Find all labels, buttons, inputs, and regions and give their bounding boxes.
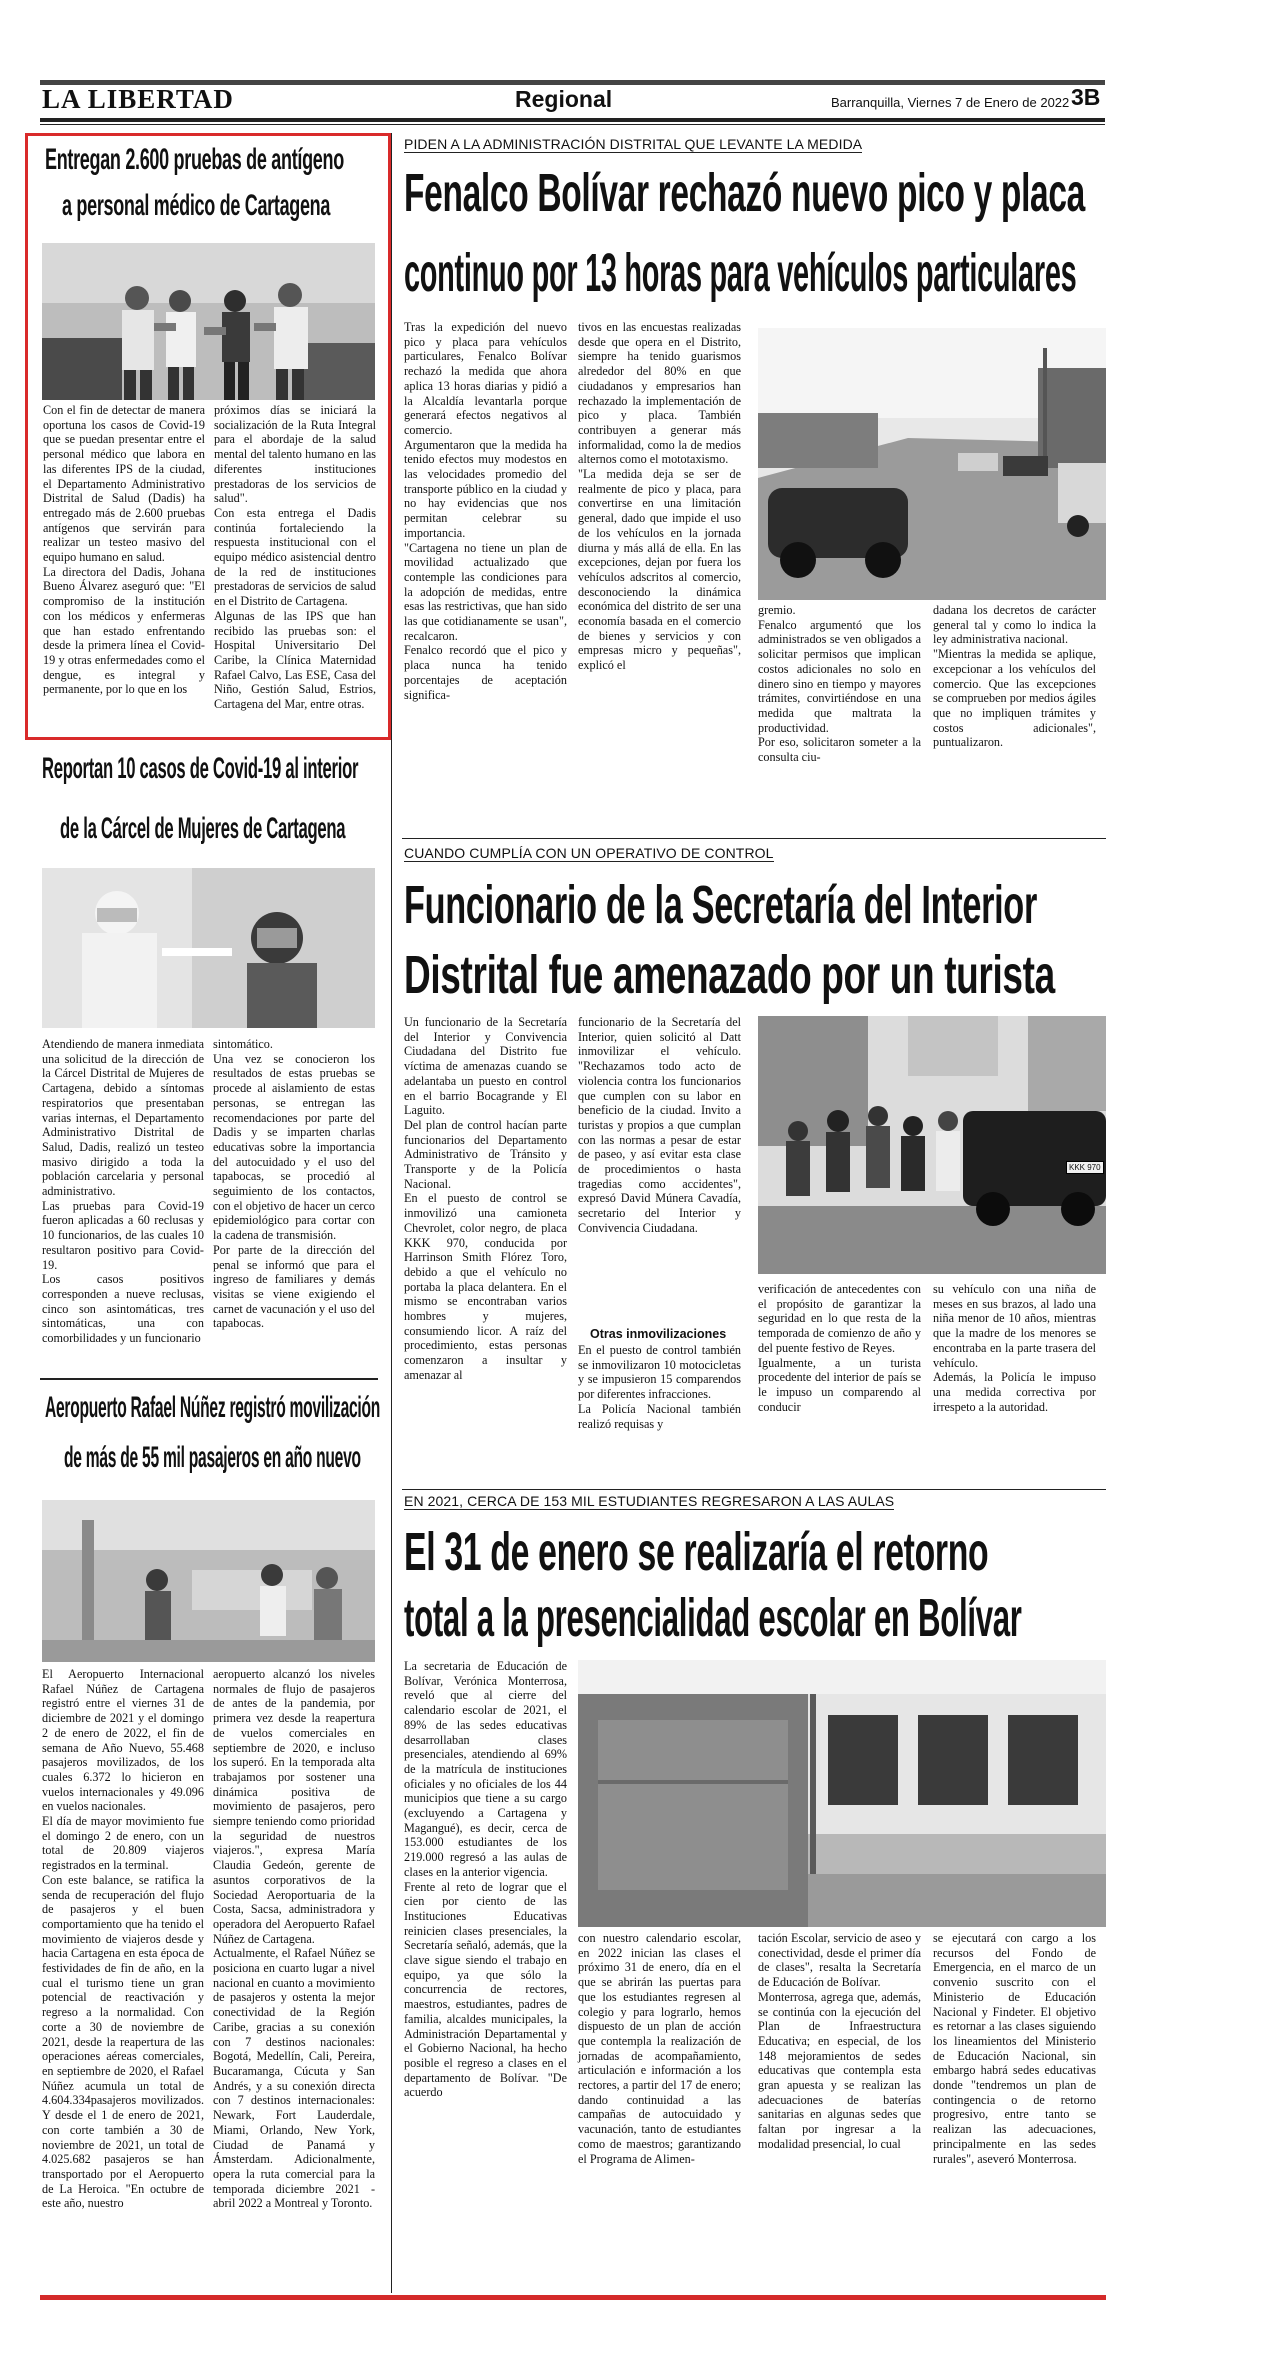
story-3-text-col-4: se ejecutará con cargo a los recursos del Fondo de Emergencia, en el marco de un convenio suscrito con el Ministerio de Educación Nacional y Findeter. El objetivo es retornar a las clases siguiendo los lineamientos del Ministerio de Educación Nacional, sin embargo habrá sedes educativas donde "tendremos un plan de contingencia o de retorno progresivo, entre tanto se realizan las adecuaciones, principalmente en las sedes rurales", aseveró Monterrosa. xyxy=(933,1931,1100,2166)
story-1-photo xyxy=(758,328,1106,600)
story-2-photo xyxy=(758,1016,1106,1274)
brief-3-text-col-1: El Aeropuerto Internacional Rafael Núñez de Cartagena registró entre el viernes 31 de diciembre de 2021 y el domingo 2 de enero de 2022, el fin de semana de Año Nuevo, 55.468 pasajeros movilizados, de los cuales 6.372 lo hicieron en vuelos internacionales y 49.096 en vuelos nacionales. El día de mayor movimiento fue el domingo 2 de enero, con un total de 20.809 viajeros registrados en la terminal. Con este balance, se ratifica la senda de recuperación del flujo de pasajeros y el buen comportamiento que ha tenido el movimiento de viajeros desde y hacia Cartagena en esta época de festividades de fin de año, en la cual el turismo tiene un gran potencial de reactivación y regreso a la normalidad. Con corte a 30 de noviembre de 2021, desde la reapertura de las operaciones aéreas comerciales, en septiembre de 2020, el Rafael Núñez acumula un total de 4.604.334pasajeros movilizados. Y desde el 1 de enero de 2021, con corte también a 30 de noviembre de 2021, un total de 4.025.682 pasajeros se han transportado por el Aeropuerto de La Heroica. "En octubre de este año, nuestro xyxy=(42,1667,204,2211)
brief-3-headline-line-1: Aeropuerto Rafael Núñez registró movilización xyxy=(45,1391,381,1424)
dateline: Barranquilla, Viernes 7 de Enero de 2022 xyxy=(831,95,1070,110)
story-2-headline-line-1: Funcionario de la Secretaría del Interior xyxy=(404,875,1037,935)
story-3-photo xyxy=(578,1660,1106,1927)
story-1-text-col-3: gremio. Fenalco argumentó que los administrados se ven obligados a solicitar permisos que implican costos adicionales no solo en dinero sino en tiempo y mayores trámites, convirtiéndose en una medida que maltrata la productividad. Por eso, solicitaron someter a la consulta ciu- xyxy=(758,603,921,765)
story-3-text-col-1: La secretaria de Educación de Bolívar, Verónica Monterrosa, reveló que al cierre del calendario escolar de 2021, el 89% de las sedes educativas desarrollaban clases presenciales, atendiendo al 69% de la matrícula de instituciones oficiales y no oficiales de los 44 municipios que tiene a su cargo (excluyendo a Cartagena y Magangué), es decir, cerca de 153.000 estudiantes de los 219.000 regresó a las aulas de clases en la anterior vigencia. Frente al reto de lograr que el cien por ciento de las Instituciones Educativas reinicien clases presenciales, la Secretaría señaló, además, que la clave sigue siendo el trabajo en equipo, ya que sólo la concurrencia de rectores, maestros, estudiantes, padres de familia, alcaldes municipales, la Administración Departamental y el Gobierno Nacional, ha hecho posible el regreso a clases en el departamento de Bolívar. "De acuerdo xyxy=(404,1659,567,2100)
brief-2-text-col-2: sintomático. Una vez se conocieron los resultados de estas pruebas se procede al aislamiento de estas personas, se entregan las recomendaciones por parte del Dadis y se imparten charlas educativas sobre la importancia del autocuidado y el uso del tapabocas, se procedió al seguimiento de los contactos, con el objetivo de hacer un cerco epidemiológico para cortar con la cadena de transmisión. Por parte de la dirección del penal se informó que para el ingreso de familiares y demás visitas se viene exigiendo el carnet de vacunación y el uso del tapabocas. xyxy=(213,1037,375,1331)
page-number: 3B xyxy=(1071,84,1101,110)
story-3-text-col-3: tación Escolar, servicio de aseo y conectividad, desde el primer día de clases", resalta la Secretaría de Educación de Bolívar. Monterrosa, agrega que, además, se continúa con la ejecución del Plan de Infraestructura Educativa; en especial, de los 148 mejoramientos de sedes educativas que contempla esta gran apuesta y se realizan las adecuaciones de baterías sanitarias en algunas sedes que faltan por ingresar a la modalidad presencial, lo cual xyxy=(758,1931,921,2151)
license-plate: KKK 970 xyxy=(1066,1161,1104,1174)
story-1-headline-line-1: Fenalco Bolívar rechazó nuevo pico y placa xyxy=(404,163,1085,223)
brief-1-photo xyxy=(42,243,375,400)
story-1-text-col-2: tivos en las encuestas realizadas desde que opera en el Distrito, siempre ha tenido guarismos alrededor del 80% en que ciudadanos y empresarios han rechazado la implementación de pico y placa. También contribuyen a generar más informalidad, como la de medios alternos como el mototaxismo. "La medida deja se ser de realmente de pico y placa, para convertirse en una limitación general, dado que impide el uso de los vehículos en la jornada diurna y más allá de ella. En las excepciones, dejan por fuera los vehículos adscritos al comercio, desconociendo la dinámica económica del distrito de ser una economía basada en el comercio de bienes y servicios y con empresas micro y pequeñas", explicó el xyxy=(578,320,741,673)
brief-3-text-col-2: aeropuerto alcanzó los niveles normales de flujo de pasajeros de antes de la pandemia, por primera vez desde la reapertura de vuelos comerciales en septiembre de 2020, e incluso los superó. En la temporada alta trabajamos por sostener una dinámica positiva de movimiento de pasajeros, pero siempre teniendo como prioridad la seguridad de nuestros viajeros.", expresa María Claudia Gedeón, gerente de asuntos corporativos de la Sociedad Aeroportuaria de la Costa, Sacsa, administradora y operadora del Aeropuerto Rafael Núñez de Cartagena. Actualmente, el Rafael Núñez se posiciona en cuarto lugar a nivel nacional en cuanto a movimiento de pasajeros y ostenta la mejor conectividad de la Región Caribe, gracias a su conexión con 7 destinos nacionales: Bogotá, Medellín, Cali, Pereira, Bucaramanga, Cúcuta y San Andrés, y a su conexión directa con 7 destinos internacionales: Newark, Fort Lauderdale, Miami, Orlando, New York, Ciudad de Panamá y Ámsterdam. Adicionalmente, opera la ruta comercial para la temporada diciembre 2021 - abril 2022 a Montreal y Toronto. xyxy=(213,1667,375,2211)
brief-1-text-col-2: próximos días se iniciará la socialización de la Ruta Integral para el abordaje de la salud mental del talento humano en las diferentes instituciones prestadoras de los servicios de salud". Con esta entrega el Dadis continúa fortaleciendo la respuesta institucional con el equipo médico asistencial dentro de la red de instituciones prestadoras de servicios de salud en el Distrito de Cartagena. Algunas de las IPS que han recibido las pruebas son: el Hospital Universitario Del Caribe, la Clínica Maternidad Rafael Calvo, Las ESE, Casa del Niño, Gestión Salud, Estrios, Cartagena del Mar, entre otras. xyxy=(214,403,376,712)
story-divider-1 xyxy=(402,838,1106,839)
story-1-kicker: PIDEN A LA ADMINISTRACIÓN DISTRITAL QUE LEVANTE LA MEDIDA xyxy=(404,136,863,152)
paper-name: LA LIBERTAD xyxy=(42,84,234,114)
story-2-text-col-1: Un funcionario de la Secretaría del Interior y Convivencia Ciudadana del Distrito fue víctima de amenazas cuando se adelantaba un puesto en control en el barrio Bocagrande y El Laguito. Del plan de control hacían parte funcionarios del Departamento Administrativo de Tránsito y Transporte y de la Policía Nacional. En el puesto de control se inmovilizó una camioneta Chevrolet, color negro, de placa KKK 970, conducida por Harrinson Smith Flórez Toro, debido a que el vehículo no portaba la placa delantera. En el mismo se encontraban varios hombres y mujeres, consumiendo licor. A raíz del procedimiento, estas personas comenzaron a insultar y amenazar al xyxy=(404,1015,567,1382)
story-2-text-col-2a: funcionario de la Secretaría del Interior, quien solicitó al Datt inmovilizar el vehículo. "Rechazamos todo acto de violencia contra los funcionarios que cumplen con su labor en beneficio de la ciudad. Invito a turistas y propios a que cumplan con las normas a pesar de estar de paseo, y así evitar esta clase de procedimientos o hasta tragedias como accidentes", expresó David Múnera Cavadía, secretario del Interior y Convivencia Ciudadana. xyxy=(578,1015,745,1235)
story-2-text-col-4: su vehículo con una niña de meses en sus brazos, al lado una niña menor de 10 años, mientras que la madre de los menores se encontraba en la parte trasera del vehículo. Además, la Policía le impuso una medida correctiva por irrespeto a la autoridad. xyxy=(933,1282,1096,1414)
story-3-headline-line-2: total a la presencialidad escolar en Bolívar xyxy=(404,1588,1022,1648)
story-1-headline-line-2: continuo por 13 horas para vehículos particulares xyxy=(404,243,1077,303)
brief-2-headline-line-2: de la Cárcel de Mujeres de Cartagena xyxy=(60,812,346,845)
story-2-subhead: Otras inmovilizaciones xyxy=(590,1327,727,1341)
brief-2-text-col-1: Atendiendo de manera inmediata una solicitud de la dirección de la Cárcel Distrital de Mujeres de Cartagena, debido a síntomas respiratorios que presentaban varias internas, el Departamento Administrativo Distrital de Salud, Dadis, realizó un testeo masivo dirigido a toda la población carcelaria y personal administrativo. Las pruebas para Covid-19 fueron aplicadas a 60 reclusas y 10 funcionarios, de las cuales 10 resultaron positivo para Covid-19. Los casos positivos corresponden a nueve reclusas, cinco son asintomáticas, tres sintomáticas, una con comorbilidades y un funcionario xyxy=(42,1037,204,1346)
story-3-kicker: EN 2021, CERCA DE 153 MIL ESTUDIANTES REGRESARON A LAS AULAS xyxy=(404,1493,895,1509)
column-divider xyxy=(391,133,392,2293)
brief-1-headline-line-2: a personal médico de Cartagena xyxy=(62,189,331,222)
story-divider-2 xyxy=(402,1489,1106,1490)
story-2-headline-line-2: Distrital fue amenazado por un turista xyxy=(404,945,1055,1005)
brief-3-photo xyxy=(42,1500,375,1662)
brief-divider xyxy=(40,1378,378,1380)
brief-3-headline-line-2: de más de 55 mil pasajeros en año nuevo xyxy=(64,1441,361,1474)
story-1-text-col-1: Tras la expedición del nuevo pico y placa para vehículos particulares, Fenalco Bolívar rechazó la medida que ahora aplica 13 horas diarias y pidió a la Alcaldía levantarla porque generará efectos negativos al comercio. Argumentaron que la medida ha tenido efectos muy modestos en las velocidades promedio del transporte público en la ciudad y no hay evidencias que nos permitan celebrar su importancia. "Cartagena no tiene un plan de movilidad actualizado que contemple las condiciones para la adopción de medidas, entre esas las restrictivas, que han sido las que cotidianamente se usan", recalcaron. Fenalco recordó que el pico y placa nunca ha tenido porcentajes de aceptación significa- xyxy=(404,320,567,702)
masthead-underline-thin xyxy=(40,124,1105,125)
section-name: Regional xyxy=(515,86,613,112)
masthead-underline xyxy=(40,118,1105,122)
story-3-text-col-2: con nuestro calendario escolar, en 2022 inician las clases el próximo 31 de enero, día en el que se abrirán las puertas para que los estudiantes regresen al colegio y para lograrlo, hemos dispuesto de un plan de acción que contempla la realización de jornadas de acompañamiento, articulación e información a los rectores, a partir del 17 de enero; dando continuidad a las campañas de autocuidado y vacunación, tanto de estudiantes como de maestros; garantizando el Programa de Alimen- xyxy=(578,1931,745,2166)
story-2-text-col-2b: En el puesto de control también se inmovilizaron 10 motocicletas y se impusieron 15 comparendos por diferentes infracciones. La Policía Nacional también realizó requisas y xyxy=(578,1343,741,1431)
brief-1-headline-line-1: Entregan 2.600 pruebas de antígeno xyxy=(45,143,344,176)
story-3-headline-line-1: El 31 de enero se realizaría el retorno xyxy=(404,1522,989,1582)
brief-2-headline-line-1: Reportan 10 casos de Covid-19 al interior xyxy=(42,752,359,785)
brief-2-photo xyxy=(42,868,375,1028)
story-2-text-col-3: verificación de antecedentes con el propósito de garantizar la seguridad en lo que resta de la temporada de comienzo de año y del puente festivo de Reyes. Igualmente, a un turista procedente del interior de país se le impuso un comparendo al conducir xyxy=(758,1282,921,1414)
footer-red-rule xyxy=(40,2295,1106,2300)
brief-1-text-col-1: Con el fin de detectar de manera oportuna los casos de Covid-19 que se puedan presentar entre el personal médico que labora en las diferentes IPS de la ciudad, el Departamento Administrativo Distrital de Salud (Dadis) ha entregado más de 2.600 pruebas antígenos que servirán para realizar un testeo masivo del equipo humano en salud. La directora del Dadis, Johana Bueno Álvarez aseguró que: "El compromiso de la institución con los médicos y enfermeras que han estado enfrentando desde la primera línea el Covid-19 y otras enfermedades como el dengue, es integral y permanente, por lo que en los xyxy=(43,403,205,697)
story-1-text-col-4: dadana los decretos de carácter general tal y como lo indica la ley administrativa nacional. "Mientras la medida se aplique, excepcionar a los vehículos del comercio. Que las excepciones se comprueben por medios ágiles que no impliquen trámites y costos adicionales", puntualizaron. xyxy=(933,603,1096,750)
story-2-kicker: CUANDO CUMPLÍA CON UN OPERATIVO DE CONTROL xyxy=(404,845,774,861)
